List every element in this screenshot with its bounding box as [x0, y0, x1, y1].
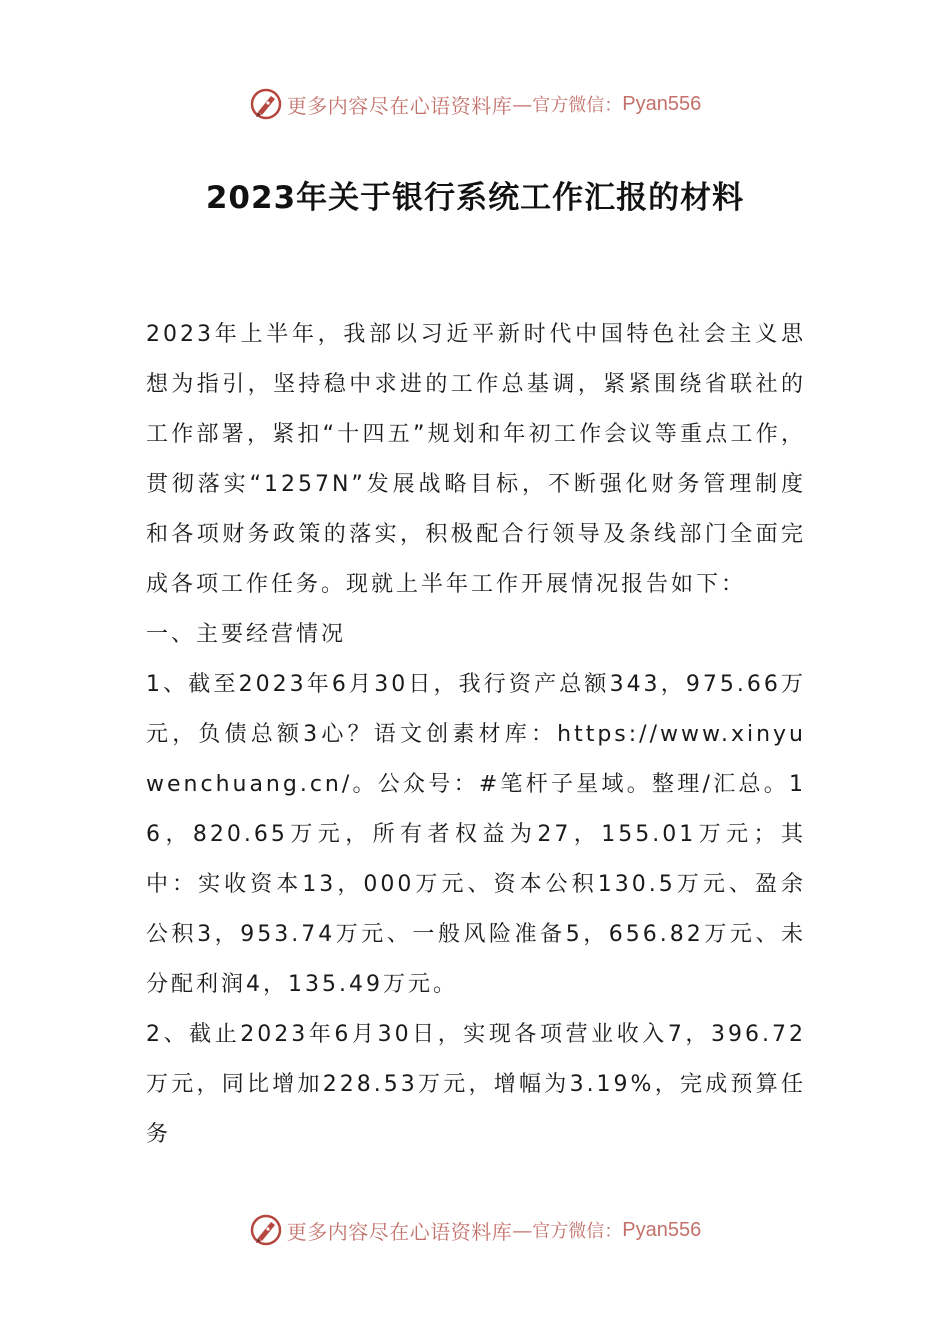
banner-dash: —: [512, 1218, 533, 1242]
document-body: [146, 310, 806, 1160]
banner-wechat-id: Pyan556: [622, 1218, 702, 1241]
paragraph-item-1: 1、截至2023年6月30日，我行资产总额343，975.66万元，负债总额3心？语文创素材库：https://www.xinyuwenchuang.cn/。公众号：#笔杆子星域。整理/汇总。16，820.65万元，所有者权益为27，155.01万元；其中：实收资本13，000万元、资本公积130.5万元、盈余公积3，953.74万元、一般风险准备5，656.82万元、未分配利润4，135.49万元。: [146, 672, 806, 997]
banner-wechat-id: Pyan556: [622, 92, 702, 115]
pen-nib-circle-icon: [249, 1213, 283, 1247]
banner-text: 更多内容尽在心语资料库: [286, 1219, 513, 1244]
document-title: 2023年关于银行系统工作汇报的材料: [205, 180, 745, 216]
banner-dash: —: [512, 92, 533, 116]
paragraph-item-2: 2、截止2023年6月30日，实现各项营业收入7，396.72万元，同比增加228.53万元，增幅为3.19%，完成预算任务: [146, 1022, 806, 1147]
paragraph-intro: 2023年上半年，我部以习近平新时代中国特色社会主义思想为指引，坚持稳中求进的工作总基调，紧紧围绕省联社的工作部署，紧扣“十四五”规划和年初工作会议等重点工作，贯彻落实“1257N”发展战略目标，不断强化财务管理制度和各项财务政策的落实，积极配合行领导及条线部门全面完成各项工作任务。现就上半年工作开展情况报告如下：: [146, 322, 806, 597]
section-heading: 一、主要经营情况: [146, 622, 347, 647]
pen-nib-circle-icon: [249, 87, 283, 121]
banner-text: 更多内容尽在心语资料库: [286, 93, 513, 118]
banner-contact-label: 官方微信：: [532, 95, 623, 116]
header-banner: [0, 84, 950, 124]
banner-contact-label: 官方微信：: [532, 1221, 623, 1242]
footer-banner: [0, 1210, 950, 1250]
